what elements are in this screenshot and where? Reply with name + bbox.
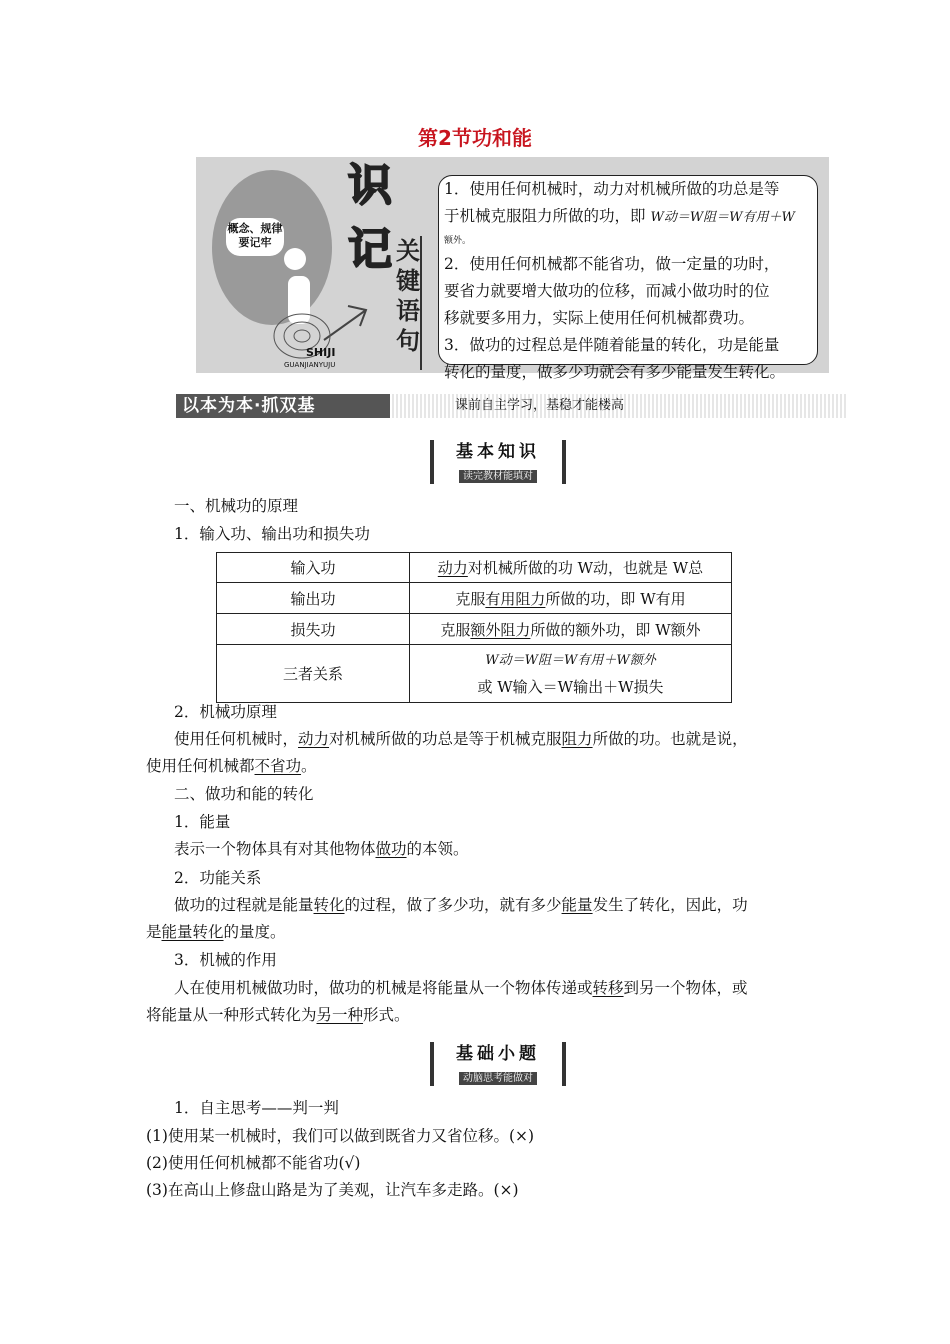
key-point-line: 转化的量度，做多少功就会有多少能量发生转化。 — [444, 363, 786, 381]
table-cell-label: 输出功 — [217, 583, 410, 614]
banner-shiji-sub: GUANJIANYUJU — [284, 361, 336, 369]
paragraph: 表示一个物体具有对其他物体做功的本领。 — [174, 840, 469, 858]
vertical-char: 句 — [396, 327, 420, 355]
table-cell-label: 输入功 — [217, 553, 410, 583]
key-point-line: 2．使用任何机械都不能省功，做一定量的功时， — [444, 255, 780, 273]
key-point-line: 要省力就要增大做功的位移，而减小做功时的位 — [444, 282, 770, 300]
basic-knowledge-tag — [430, 440, 566, 484]
table-cell-value: 克服有用阻力所做的功，即 W有用 — [410, 583, 732, 614]
banner-vertical-label — [396, 236, 422, 356]
quiz-item: (2)使用任何机械都不能省功(√) — [146, 1154, 361, 1172]
tag-main: 基础小题 — [456, 1044, 540, 1064]
banner-big-char-1: 识 — [348, 160, 392, 211]
table-row — [217, 583, 732, 614]
table-row — [217, 553, 732, 583]
tag-small: 动脑思考能做对 — [459, 1072, 537, 1085]
vertical-char: 语 — [396, 297, 420, 325]
paragraph: 使用任何机械时，动力对机械所做的功总是等于机械克服阻力所做的功。也就是说， — [174, 730, 748, 748]
bubble-line-1: 概念、规律 — [227, 222, 283, 235]
key-point-line: 于机械克服阻力所做的功，即 — [444, 207, 646, 225]
page-title: 第2节功和能 — [418, 126, 532, 150]
banner-divider — [420, 236, 422, 370]
subsection-heading: 2．机械功原理 — [174, 703, 277, 721]
subsection-heading: 3．机械的作用 — [174, 951, 277, 969]
relation-line-2: 或 W输入＝W输出＋W损失 — [477, 677, 664, 696]
relation-line-1: W动＝W阻＝W有用＋W额外 — [485, 652, 656, 668]
table-cell-value: 克服额外阻力所做的额外功，即 W额外 — [410, 614, 732, 645]
paragraph: 是能量转化的量度。 — [146, 923, 286, 941]
table-cell-value: 动力对机械所做的功 W动，也就是 W总 — [410, 553, 732, 583]
quiz-heading: 1．自主思考——判一判 — [174, 1099, 339, 1117]
section-heading: 二、做功和能的转化 — [174, 785, 314, 803]
paragraph: 将能量从一种形式转化为另一种形式。 — [146, 1006, 410, 1024]
section-heading: 一、机械功的原理 — [174, 497, 299, 515]
bubble-line-2: 要记牢 — [238, 236, 272, 249]
quiz-item: (3)在高山上修盘山路是为了美观，让汽车多走路。(×) — [146, 1181, 519, 1199]
banner-shiji-label: SHIJI — [306, 346, 336, 359]
paragraph: 做功的过程就是能量转化的过程，做了多少功，就有多少能量发生了转化，因此，功 — [174, 896, 748, 914]
paragraph: 人在使用机械做功时，做功的机械是将能量从一个物体传递或转移到另一个物体，或 — [174, 979, 748, 997]
quiz-item: (1)使用某一机械时，我们可以做到既省力又省位移。(×) — [146, 1127, 535, 1145]
section-band-subtitle: 课前自主学习，基稳才能楼高 — [455, 398, 625, 413]
table-row — [217, 614, 732, 645]
tag-small: 读完教材能填对 — [459, 470, 537, 483]
paragraph: 使用任何机械都不省功。 — [146, 757, 317, 775]
table-cell-label: 三者关系 — [217, 645, 410, 703]
tag-main: 基本知识 — [456, 442, 540, 462]
key-point-line: 1．使用任何机械时，动力对机械所做的功总是等 — [444, 180, 780, 198]
section-band-title: 以本为本·抓双基 — [176, 394, 390, 418]
key-points-text — [444, 176, 822, 386]
subsection-heading: 1．输入功、输出功和损失功 — [174, 525, 370, 543]
table-row — [217, 645, 732, 703]
vertical-char: 关 — [396, 237, 420, 265]
basic-quiz-tag — [430, 1042, 566, 1086]
key-point-line: 额外。 — [444, 236, 472, 246]
speech-bubble — [226, 218, 284, 256]
person-icon-head — [284, 248, 306, 270]
table-cell-label: 损失功 — [217, 614, 410, 645]
subsection-heading: 1．能量 — [174, 813, 231, 831]
work-table — [216, 552, 732, 703]
formula: W动＝W阻＝W有用＋W — [650, 210, 795, 225]
vertical-char: 键 — [396, 267, 420, 295]
subsection-heading: 2．功能关系 — [174, 869, 262, 887]
key-point-line: 3．做功的过程总是伴随着能量的转化，功是能量 — [444, 336, 780, 354]
key-point-line: 移就要多用力，实际上使用任何机械都费功。 — [444, 309, 755, 327]
banner-big-char-2: 记 — [348, 224, 392, 275]
table-cell-value — [410, 645, 732, 703]
